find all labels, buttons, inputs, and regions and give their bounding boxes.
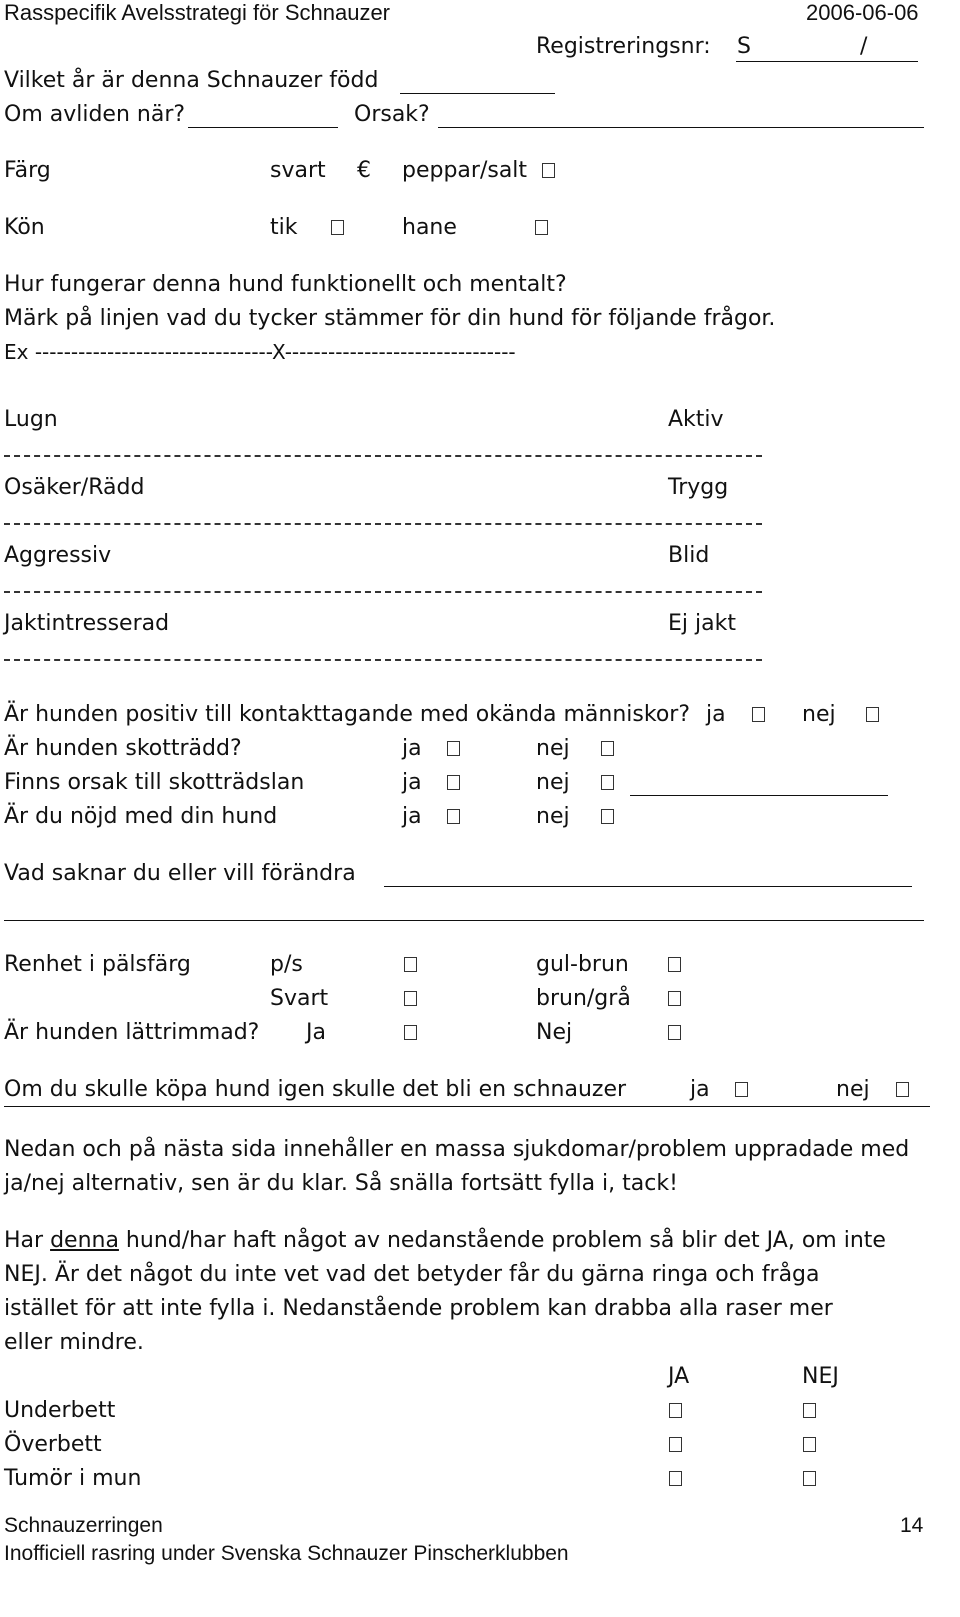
problem-row-3-no-checkbox[interactable]: [803, 1471, 816, 1486]
problem-row-2-no-checkbox[interactable]: [803, 1437, 816, 1452]
question-gunshy-yes-checkbox[interactable]: [447, 741, 460, 756]
scale-3-left-label: Aggressiv: [4, 543, 112, 568]
info-paragraph-2-line-3: istället för att inte fylla i. Nedanstående problem kan drabba alla raser mer: [4, 1296, 833, 1321]
regnr-prefix: S: [737, 34, 751, 59]
gender-option-male-label: hane: [402, 215, 457, 240]
document-date: 2006-06-06: [806, 0, 919, 25]
coat-yellow-brown-checkbox[interactable]: [668, 957, 681, 972]
scale-4-line[interactable]: [4, 659, 762, 661]
question-contact-yes-label: ja: [706, 702, 726, 727]
buy-again-yes-checkbox[interactable]: [735, 1082, 748, 1097]
problem-row-2-yes-checkbox[interactable]: [669, 1437, 682, 1452]
question-satisfied-no-label: nej: [536, 804, 570, 829]
trim-yes-label: Ja: [306, 1020, 326, 1045]
question-satisfied: Är du nöjd med din hund: [4, 804, 278, 829]
info-paragraph-2-rest: hund/har haft något av nedanstående problem så blir det JA, om inte: [118, 1228, 886, 1253]
gunshy-cause-field[interactable]: [630, 795, 888, 796]
info-paragraph-2-line-4: eller mindre.: [4, 1330, 144, 1355]
instruction-line-1: Hur fungerar denna hund funktionellt och mentalt?: [4, 272, 567, 297]
buy-again-no-checkbox[interactable]: [896, 1082, 909, 1097]
emphasis-this: denna: [50, 1228, 119, 1253]
info-paragraph-2-line-1: [4, 1230, 886, 1252]
question-satisfied-yes-checkbox[interactable]: [447, 809, 460, 824]
info-paragraph-1-line-1: Nedan och på nästa sida innehåller en massa sjukdomar/problem uppradade med: [4, 1137, 910, 1162]
color-label: Färg: [4, 158, 51, 183]
coat-option-brown-grey-label: brun/grå: [536, 986, 631, 1011]
scale-2-right-label: Trygg: [668, 475, 729, 500]
coat-option-black-label: Svart: [270, 986, 329, 1011]
missing-question: Vad saknar du eller vill förändra: [4, 861, 356, 886]
question-gunshy: Är hunden skotträdd?: [4, 736, 242, 761]
question-contact-no-checkbox[interactable]: [866, 707, 879, 722]
page-number: 14: [900, 1514, 924, 1537]
birth-year-field[interactable]: [400, 93, 555, 94]
male-checkbox[interactable]: [535, 220, 548, 235]
section-divider: [4, 1106, 930, 1107]
buy-again-yes-label: ja: [690, 1077, 710, 1102]
scale-2-left-label: Osäker/Rädd: [4, 475, 145, 500]
footer-organization: Schnauzerringen: [4, 1514, 163, 1537]
color-option-black-label: svart: [270, 158, 326, 183]
color-option-pepper-salt-label: peppar/salt: [402, 158, 528, 183]
coat-black-checkbox[interactable]: [404, 991, 417, 1006]
question-gunshy-cause-yes-checkbox[interactable]: [447, 775, 460, 790]
coat-ps-checkbox[interactable]: [404, 957, 417, 972]
problem-row-label: Överbett: [4, 1432, 102, 1457]
question-contact: Är hunden positiv till kontakttagande med okända människor?: [4, 702, 690, 727]
gender-label: Kön: [4, 215, 45, 240]
trim-no-checkbox[interactable]: [668, 1025, 681, 1040]
question-gunshy-cause: Finns orsak till skotträdslan: [4, 770, 305, 795]
cause-field[interactable]: [438, 127, 924, 128]
cause-label: Orsak?: [354, 102, 430, 127]
coat-option-ps-label: p/s: [270, 952, 303, 977]
scale-1-line[interactable]: [4, 455, 762, 457]
scale-4-right-label: Ej jakt: [668, 611, 736, 636]
buy-again-question: Om du skulle köpa hund igen skulle det bli en schnauzer: [4, 1077, 627, 1102]
problem-row-1-yes-checkbox[interactable]: [669, 1403, 682, 1418]
question-gunshy-cause-no-label: nej: [536, 770, 570, 795]
euro-icon[interactable]: €: [357, 158, 371, 183]
coat-purity-label: Renhet i pälsfärg: [4, 952, 191, 977]
coat-brown-grey-checkbox[interactable]: [668, 991, 681, 1006]
problem-row-3-yes-checkbox[interactable]: [669, 1471, 682, 1486]
regnr-field[interactable]: [736, 61, 918, 62]
regnr-label: Registreringsnr:: [536, 34, 711, 59]
deceased-date-field[interactable]: [188, 127, 338, 128]
deceased-question: Om avliden när?: [4, 102, 186, 127]
trim-question: Är hunden lättrimmad?: [4, 1020, 260, 1045]
problem-row-label: Tumör i mun: [4, 1466, 142, 1491]
trim-yes-checkbox[interactable]: [404, 1025, 417, 1040]
problem-row-1-no-checkbox[interactable]: [803, 1403, 816, 1418]
question-satisfied-no-checkbox[interactable]: [601, 809, 614, 824]
scale-2-line[interactable]: [4, 523, 762, 525]
coat-option-yellow-brown-label: gul-brun: [536, 952, 629, 977]
scale-1-right-label: Aktiv: [668, 407, 724, 432]
buy-again-no-label: nej: [836, 1077, 870, 1102]
missing-field-line-2[interactable]: [4, 920, 924, 921]
question-contact-no-label: nej: [802, 702, 836, 727]
document-title: Rasspecifik Avelsstrategi för Schnauzer: [4, 0, 390, 25]
question-gunshy-cause-no-checkbox[interactable]: [601, 775, 614, 790]
info-paragraph-1-line-2: ja/nej alternativ, sen är du klar. Så snälla fortsätt fylla i, tack!: [4, 1171, 678, 1196]
problem-row-label: Underbett: [4, 1398, 116, 1423]
pepper-salt-checkbox[interactable]: [542, 163, 555, 178]
question-gunshy-no-checkbox[interactable]: [601, 741, 614, 756]
scale-1-left-label: Lugn: [4, 407, 58, 432]
scale-4-left-label: Jaktintresserad: [4, 611, 170, 636]
scale-3-right-label: Blid: [668, 543, 710, 568]
example-scale: Ex ---------------------------------X--------------------------------: [4, 340, 516, 364]
info-paragraph-2-line-2: NEJ. Är det något du inte vet vad det betyder får du gärna ringa och fråga: [4, 1262, 820, 1287]
regnr-separator: /: [860, 34, 868, 59]
trim-no-label: Nej: [536, 1020, 573, 1045]
scale-3-line[interactable]: [4, 591, 762, 593]
column-header-yes: JA: [668, 1364, 690, 1389]
female-checkbox[interactable]: [331, 220, 344, 235]
question-gunshy-yes-label: ja: [402, 736, 422, 761]
gender-option-female-label: tik: [270, 215, 298, 240]
birth-year-question: Vilket år är denna Schnauzer född: [4, 68, 379, 93]
question-contact-yes-checkbox[interactable]: [752, 707, 765, 722]
question-satisfied-yes-label: ja: [402, 804, 422, 829]
footer-subtitle: Inofficiell rasring under Svenska Schnauzer Pinscherklubben: [4, 1542, 569, 1565]
question-gunshy-cause-yes-label: ja: [402, 770, 422, 795]
instruction-line-2: Märk på linjen vad du tycker stämmer för din hund för följande frågor.: [4, 306, 776, 331]
info-paragraph-2-prefix: Har: [4, 1228, 51, 1253]
question-gunshy-no-label: nej: [536, 736, 570, 761]
column-header-no: NEJ: [802, 1364, 839, 1389]
missing-field-line-1[interactable]: [384, 886, 912, 887]
